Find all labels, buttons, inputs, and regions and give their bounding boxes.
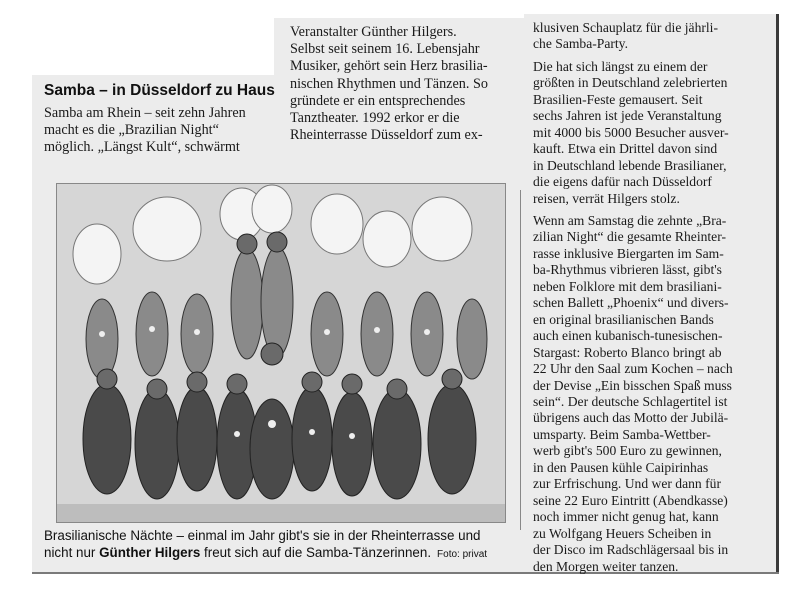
text-line: nischen Rhythmen und Tänzen. So — [290, 75, 488, 92]
photo-caption — [44, 527, 529, 563]
text-line: Rheinterrasse Düsseldorf zum ex- — [290, 127, 483, 144]
text-line: zu Wolfgang Heuers Scheiben in — [533, 525, 712, 541]
text-line: kauft. Etwa ein Drittel davon sind — [533, 141, 718, 157]
text-line: neben Folklore mit dem brasiliani- — [533, 278, 722, 294]
text-line: in Deutschland lebende Brasilianer, — [533, 157, 727, 173]
text-line: ba-Rhythmus vibrieren lässt, gibt's — [533, 262, 722, 278]
headline: Samba – in Düsseldorf zu Haus — [44, 82, 275, 99]
caption-line — [44, 544, 529, 563]
text-line: Tanztheater. 1992 erkor er die — [290, 110, 460, 127]
text-line: Veranstalter Günther Hilgers. — [290, 24, 457, 40]
text-line: 22 Uhr den Saal zum Kochen – nach — [533, 361, 733, 377]
text-line: zur Erfrischung. Und wer dann für — [533, 476, 721, 492]
photo-credit: Foto: privat — [437, 549, 488, 560]
right-column-text — [533, 20, 765, 575]
caption-person-name: Günther Hilgers — [99, 545, 201, 560]
text-line: en original brasilianischen Bands — [533, 311, 714, 327]
text-line: in den Pausen kühle Caipirinhas — [533, 459, 709, 475]
text-line: che Samba-Party. — [533, 36, 628, 52]
text-line: Stargast: Roberto Blanco bringt ab — [533, 344, 722, 360]
text-line: seine 22 Euro Eintritt (Abendkasse) — [533, 492, 728, 508]
text-line: werb gibt's 500 Euro zu gewinnen, — [533, 443, 722, 459]
text-line: der Disco im Radschlägersaal bis in — [533, 542, 729, 558]
clipping-edge-shadow — [776, 14, 779, 574]
text-line: auch einen kubanisch-tunesischen- — [533, 328, 723, 344]
text-line: übrigens auch das Motto der Jubilä- — [533, 410, 729, 426]
text-line: Die hat sich längst zu einem der — [533, 58, 708, 74]
text-line: Selbst seit seinem 16. Lebensjahr — [290, 41, 480, 58]
text-line: mit 4000 bis 5000 Besucher ausver- — [533, 124, 729, 140]
text-line: zilian Night“ die gesamte Rheinter- — [533, 229, 726, 245]
text-line: schen Ballett „Phoenix“ und divers- — [533, 295, 729, 311]
text-line: der Devise „Ein bisschen Spaß muss — [533, 377, 732, 393]
text-line: möglich. „Längst Kult“, schwärmt — [44, 139, 240, 156]
caption-text: nicht nur — [44, 545, 100, 560]
text-line: sein“. Der deutsche Schlagertitel ist — [533, 393, 728, 409]
middle-column-text — [290, 24, 516, 144]
caption-text: freut sich auf die Samba-Tänzerinnen. — [200, 545, 432, 560]
text-line: gründete er ein entsprechendes — [290, 92, 466, 109]
intro-column — [44, 105, 276, 157]
text-line: reisen, verrät Hilgers stolz. — [533, 190, 680, 206]
text-line: sechs Jahren ist jede Veranstaltung — [533, 108, 722, 124]
text-line: umsparty. Beim Samba-Wettber- — [533, 426, 711, 442]
column-rule — [520, 190, 521, 530]
text-line: Samba am Rhein – seit zehn Jahren — [44, 105, 246, 121]
text-line: macht es die „Brazilian Night“ — [44, 122, 219, 139]
text-line: Wenn am Samstag die zehnte „Bra- — [533, 212, 727, 228]
caption-line: Brasilianische Nächte – einmal im Jahr gibt's sie in der Rheinterrasse und — [44, 528, 481, 543]
text-line: Musiker, gehört sein Herz brasilia- — [290, 58, 488, 75]
text-line: Brasilien-Feste gemausert. Seit — [533, 91, 703, 107]
text-line: noch immer nicht genug hat, kann — [533, 509, 719, 525]
text-line: klusiven Schauplatz für die jährli- — [533, 20, 718, 35]
text-line: rasse inklusive Biergarten im Sam- — [533, 245, 724, 261]
text-line: größten in Deutschland zelebrierten — [533, 75, 728, 91]
text-line: die eigens dafür nach Düsseldorf — [533, 174, 712, 190]
text-line: den Morgen weiter tanzen. — [533, 558, 679, 574]
samba-dancers-photo — [56, 183, 506, 523]
